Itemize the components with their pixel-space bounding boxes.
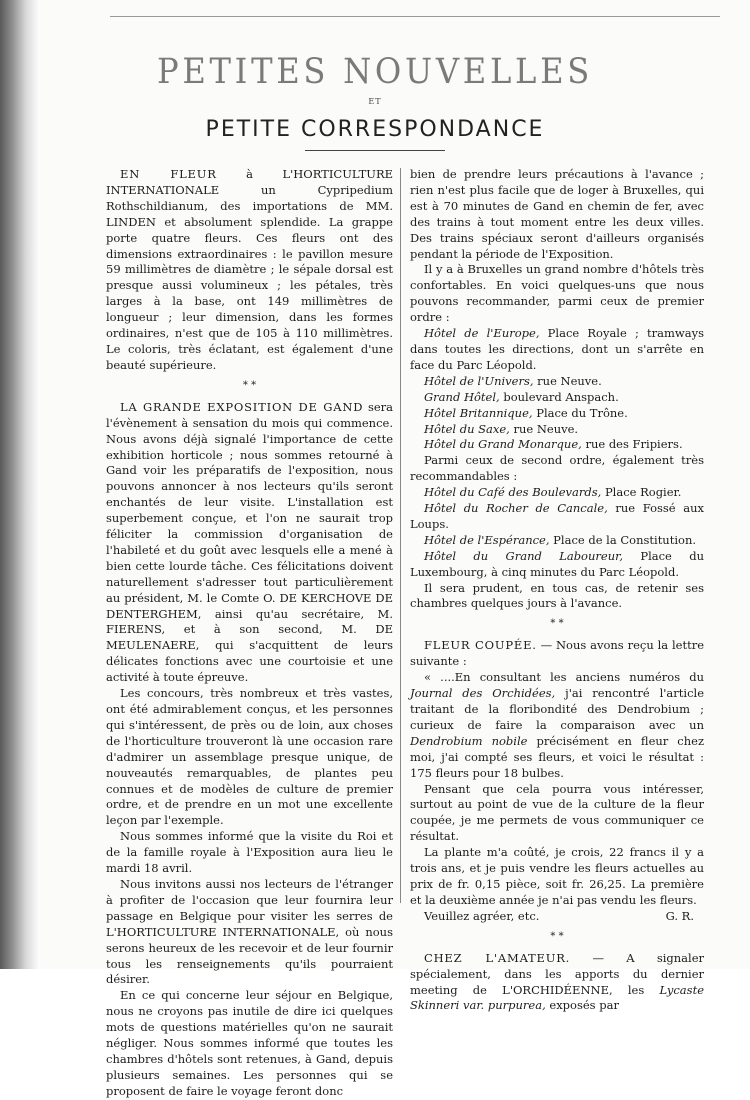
paragraph: Parmi ceux de second ordre, également très recommandables :	[410, 453, 704, 484]
top-rule	[110, 16, 720, 17]
hotel-entry	[410, 485, 704, 501]
text-run: exposés par	[549, 998, 619, 1013]
hotel-entry	[410, 533, 704, 549]
paragraph: Nous sommes informé que la visite du Roi et de la famille royale à l'Exposition aura lieu le mardi 18 avril.	[106, 829, 393, 876]
hotel-name: Hôtel de l'Univers,	[424, 373, 534, 388]
hotel-address: Place de la Constitution.	[553, 532, 697, 547]
section-lead: LA GRANDE EXPOSITION DE GAND	[120, 399, 364, 414]
section-chez-amateur	[410, 951, 704, 1015]
page-subtitle: PETITE CORRESPONDANCE	[205, 117, 545, 142]
hotel-name: Hôtel de l'Espérance,	[424, 532, 550, 547]
hotel-entry	[410, 326, 704, 374]
hotel-name: Hôtel du Grand Monarque,	[424, 437, 582, 452]
section-lead: EN FLEUR	[120, 167, 217, 181]
section-en-fleur	[106, 167, 393, 374]
hotel-address: rue des Fripiers.	[585, 437, 683, 452]
heading-rule	[305, 150, 445, 151]
separator-asterism: * *	[550, 618, 564, 630]
paragraph: En ce qui concerne leur séjour en Belgique, nous ne croyons pas inutile de dire ici quelques mots de questions matérielles qu'on ne saurait négliger. Nous sommes informé que toutes les chambres d'hôtels sont retenues, à Gand, depuis plusieurs semaines. Les personnes qui se proposent de faire le voyage feront donc	[106, 988, 393, 1098]
scan-binding-shadow	[0, 0, 40, 969]
hotel-entry	[410, 501, 704, 533]
hotel-address: Place Royale ; tramways dans toutes les directions, dont un s'arrête en face du Parc Léopold.	[410, 326, 705, 372]
journal-title: Journal des Orchidées,	[410, 686, 556, 701]
signature: G. R.	[665, 908, 694, 923]
paragraph: Pensant que cela pourra vous intéresser, surtout au point de vue de la culture de la fleur coupée, je me permets de vous communiquer ce résultat.	[410, 781, 704, 844]
page-title: PETITES NOUVELLES	[156, 52, 593, 92]
paragraph: Nous invitons aussi nos lecteurs de l'étranger à profiter de l'occasion que leur fournira leur passage en Belgique pour visiter les serres de L'HORTICULTURE INTERNATIONALE, où nous serons heureux de les recevoir et de leur fournir tous les renseignements qu'ils pourraient désirer.	[106, 876, 393, 987]
hotel-name: Hôtel du Café des Boulevards,	[424, 485, 602, 500]
hotel-entry	[410, 390, 704, 406]
text-run: « ....En consultant les anciens numéros du	[424, 670, 704, 685]
separator-asterism: * *	[242, 379, 257, 391]
text-run: — A signaler spécialement, dans les apports du dernier meeting de L'ORCHIDÉENNE, les	[410, 950, 705, 997]
hotel-entry	[410, 406, 704, 422]
paragraph: à L'HORTICULTURE INTERNATIONALE un Cypripedium Rothschildianum, des importations de MM. LINDEN et absolument splendide. La grappe porte quatre fleurs. Ces fleurs ont des dimensions extraordinaires : le pavillon mesure 59 millimètres de diamètre ; le sépale dorsal est presque aussi volumineux ; les pétales, très larges à la base, ont 149 millimètres de longueur ; leur dimension, dans les formes ordinaires, n'est que de 105 à 110 millimètres. Le coloris, très éclatant, est également d'une beauté supérieure.	[106, 167, 394, 372]
hotel-address: Place Rogier.	[604, 485, 682, 500]
hotel-name: Hôtel Britannique,	[424, 405, 533, 420]
hotel-entry	[410, 549, 704, 581]
section-fleur-coupee	[410, 638, 704, 670]
hotel-entry	[410, 374, 704, 390]
hotel-address: Place du Luxembourg, à cinq minutes du Parc Léopold.	[410, 548, 704, 579]
paragraph: Les concours, très nombreux et très vastes, ont été admirablement conçus, et les personnes qui s'intéressent, de près ou de loin, aux choses de l'horticulture trouveront là une occasion rare d'admirer un assemblage presque unique, de nouveautés remarquables, de plantes peu connues et de modèles de culture de premier ordre, et de prendre en un mot une excellente leçon par l'exemple.	[106, 686, 393, 828]
paragraph: Il sera prudent, en tous cas, de retenir ses chambres quelques jours à l'avance.	[410, 580, 704, 611]
column-divider	[400, 168, 401, 903]
hotel-address: boulevard Anspach.	[503, 389, 619, 404]
hotel-name: Hôtel du Rocher de Cancale,	[424, 501, 608, 516]
text-run: précisément en fleur chez moi, j'ai compté ses fleurs, et voici le résultat : 175 fleurs pour 18 bulbes.	[410, 733, 705, 780]
paragraph: La plante m'a coûté, je crois, 22 francs il y a trois ans, et je puis vendre les fleurs actuelles au prix de fr. 0,15 pièce, soit fr. 26,25. La première et la deuxième année je n'ai pas vendu les fleurs.	[410, 845, 704, 907]
species-name: Dendrobium nobile	[410, 733, 528, 748]
letter-closing	[410, 909, 704, 925]
text-run: j'ai rencontré l'article traitant de la floribondité des Dendrobium ; curieux de faire la comparaison avec un	[410, 686, 704, 732]
section-exposition-gand	[106, 400, 393, 686]
paragraph: Il y a à Bruxelles un grand nombre d'hôtels très confortables. En voici quelques-uns que nous pouvons recommander, parmi ceux de premier ordre :	[410, 262, 704, 325]
hotel-address: Place du Trône.	[536, 405, 628, 420]
right-column	[410, 167, 704, 1014]
title-connector: ET	[368, 97, 382, 106]
separator-asterism: * *	[550, 930, 564, 942]
species-name: Lycaste Skinneri var. purpurea,	[410, 982, 704, 1013]
closing-formula: Veuillez agréer, etc.	[424, 908, 540, 923]
hotel-entry	[410, 437, 704, 453]
paragraph: sera l'évènement à sensation du mois qui commence. Nous avons déjà signalé l'importance de cette exhibition horticole ; nous sommes retourné à Gand voir les préparatifs de l'exposition, nous pouvons annoncer à nos lecteurs qu'ils seront enchantés de leur visite. L'installation est superbement conçue, et l'on ne saurait trop féliciter la commission d'organisation de l'habileté et du goût avec lesquels elle a mené à bien cette lourde tâche. Ces félicitations doivent naturellement s'adresser tout particulièrement au président, M. le Comte O. DE KERCHOVE DE DENTERGHEM, ainsi qu'au secrétaire, M. FIERENS, et à son second, M. DE MEULENAERE, qui s'acquittent de leurs délicates fonctions avec une courtoisie et une activité à toute épreuve.	[106, 399, 393, 685]
paragraph: bien de prendre leurs précautions à l'avance ; rien n'est plus facile que de loger à Bruxelles, qui est à 70 minutes de Gand en chemin de fer, avec des trains à tout moment entre les deux villes. Des trains spéciaux seront d'ailleurs organisés pendant la période de l'Exposition.	[410, 167, 704, 261]
hotel-name: Hôtel du Saxe,	[424, 421, 510, 436]
hotel-address: rue Neuve.	[513, 421, 579, 436]
paragraph: — Nous avons reçu la lettre suivante :	[410, 638, 705, 669]
hotel-name: Grand Hôtel,	[424, 389, 500, 404]
hotel-address: rue Fossé aux Loups.	[410, 501, 704, 531]
letter-paragraph	[410, 670, 704, 781]
hotel-entry	[410, 422, 704, 438]
hotel-name: Hôtel de l'Europe,	[424, 326, 540, 341]
hotel-address: rue Neuve.	[537, 373, 602, 388]
hotel-name: Hôtel du Grand Laboureur,	[424, 548, 623, 563]
left-column	[106, 167, 393, 1100]
section-lead: CHEZ L'AMATEUR.	[424, 950, 571, 965]
section-lead: FLEUR COUPÉE.	[424, 638, 537, 653]
